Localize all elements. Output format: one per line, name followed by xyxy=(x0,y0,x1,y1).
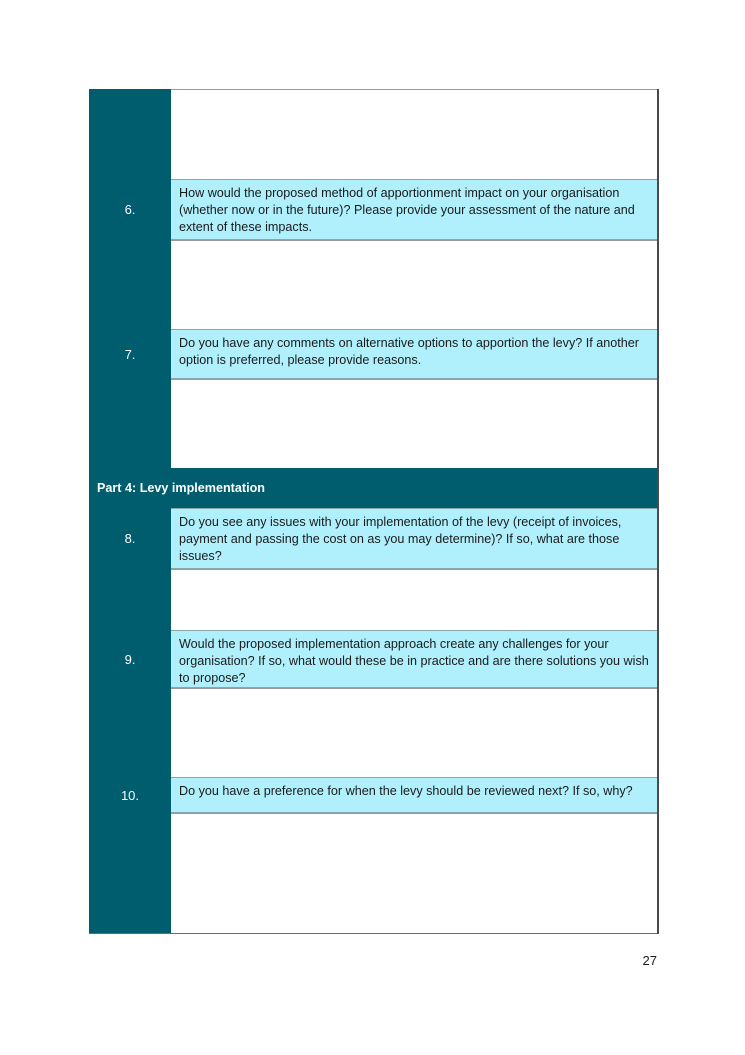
number-cell-blank xyxy=(89,688,171,777)
answer-row-q5 xyxy=(89,89,657,179)
consultation-response-table xyxy=(89,89,659,934)
answer-row-q8 xyxy=(89,569,657,630)
page-number: 27 xyxy=(642,953,657,968)
question-row-q10 xyxy=(89,777,657,813)
question-text-q6: How would the proposed method of apportionment impact on your organisation (whether now or in the future)? Please provide your assessment of the nature and extent of these impacts. xyxy=(171,179,657,240)
number-cell-blank xyxy=(89,379,171,468)
question-text-q10: Do you have a preference for when the levy should be reviewed next? If so, why? xyxy=(171,777,657,813)
number-cell-blank xyxy=(89,89,171,179)
answer-box-q9[interactable] xyxy=(171,688,657,777)
answer-row-q7 xyxy=(89,379,657,468)
question-text-q8: Do you see any issues with your implementation of the levy (receipt of invoices, payment and passing the cost on as you may determine)? If so, what are those issues? xyxy=(171,508,657,569)
answer-box-q7[interactable] xyxy=(171,379,657,468)
answer-row-q9 xyxy=(89,688,657,777)
number-cell-blank xyxy=(89,813,171,933)
question-number-q8: 8. xyxy=(89,508,171,569)
answer-row-q10 xyxy=(89,813,657,934)
answer-box-q8[interactable] xyxy=(171,569,657,630)
answer-box-q6[interactable] xyxy=(171,240,657,329)
question-row-q9 xyxy=(89,630,657,688)
question-number-q7: 7. xyxy=(89,329,171,379)
question-row-q6 xyxy=(89,179,657,240)
question-row-q7 xyxy=(89,329,657,379)
number-cell-blank xyxy=(89,569,171,630)
section-header-part4 xyxy=(89,468,657,508)
question-number-q9: 9. xyxy=(89,630,171,688)
number-cell-blank xyxy=(89,240,171,329)
question-text-q9: Would the proposed implementation approach create any challenges for your organisation? If so, what would these be in practice and are there solutions you wish to propose? xyxy=(171,630,657,688)
answer-box-q5[interactable] xyxy=(171,89,657,179)
section-title-part4: Part 4: Levy implementation xyxy=(97,481,265,495)
answer-row-q6 xyxy=(89,240,657,329)
question-number-q10: 10. xyxy=(89,777,171,813)
question-number-q6: 6. xyxy=(89,179,171,240)
question-text-q7: Do you have any comments on alternative options to apportion the levy? If another option is preferred, please provide reasons. xyxy=(171,329,657,379)
question-row-q8 xyxy=(89,508,657,569)
answer-box-q10[interactable] xyxy=(171,813,657,933)
